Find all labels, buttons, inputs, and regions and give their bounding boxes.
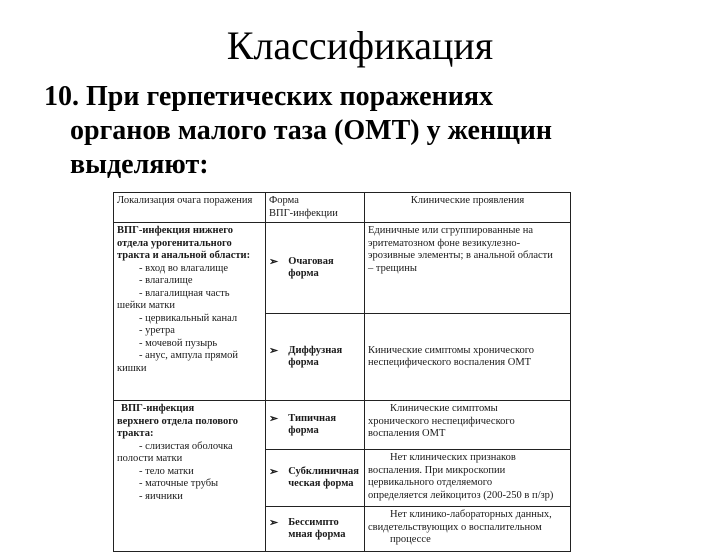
form-diffuse: ➢ Диффузная форма [266, 314, 365, 401]
slide-title: Классификация [226, 23, 494, 68]
header-form: Форма ВПГ-инфекции [266, 193, 365, 223]
clinical-subclinical: Нет клинических признаков воспаления. При микроскопии цервикального отделяемого определяется лейкоцитоз (200-250 в п/зр) [365, 450, 571, 507]
group-lower-tract: ВПГ-инфекция нижнего отдела урогенитального тракта и анальной области: - вход во влагалище - влагалище - влагалищная часть шейки матки - цервикальный канал - уретра - мочевой пузырь - анус, ампула прямой кишки [114, 223, 266, 401]
classification-table [113, 192, 571, 552]
table-row [114, 223, 571, 314]
form-subclinical: ➢ Субклиничная ческая форма [266, 450, 365, 507]
table-row [114, 401, 571, 450]
subtitle-line-2: органов малого таза (ОМТ) у женщин [70, 115, 552, 146]
subtitle-line-3: выделяют: [70, 149, 209, 180]
table-header-row [114, 193, 571, 223]
arrow-bullet-icon: ➢ [269, 344, 279, 357]
arrow-bullet-icon: ➢ [269, 412, 279, 425]
header-localization: Локализация очага поражения [114, 193, 266, 223]
clinical-asymptomatic: Нет клинико-лабораторных данных, свидетельствующих о воспалительном процессе [365, 507, 571, 552]
subtitle-line-1: 10. При герпетических поражениях [44, 81, 494, 112]
arrow-bullet-icon: ➢ [269, 255, 279, 268]
form-focal: ➢ Очаговая форма [266, 223, 365, 314]
header-clinical: Клинические проявления [365, 193, 571, 223]
arrow-bullet-icon: ➢ [269, 465, 279, 478]
slide-subtitle [44, 80, 644, 182]
clinical-typical: Клинические симптомы хронического неспецифического воспаления ОМТ [365, 401, 571, 450]
group-upper-tract: ВПГ-инфекция верхнего отдела полового тракта: - слизистая оболочка полости матки - тело матки - маточные трубы - яичники [114, 401, 266, 552]
clinical-diffuse: Кинические симптомы хронического неспецифического воспаления ОМТ [365, 314, 571, 401]
clinical-focal: Единичные или сгруппированные на эритематозном фоне везикулезно- эрозивные элементы; в анальной области – трещины [365, 223, 571, 314]
form-asymptomatic: ➢ Бессимпто мная форма [266, 507, 365, 552]
form-typical: ➢ Типичная форма [266, 401, 365, 450]
arrow-bullet-icon: ➢ [269, 516, 279, 529]
